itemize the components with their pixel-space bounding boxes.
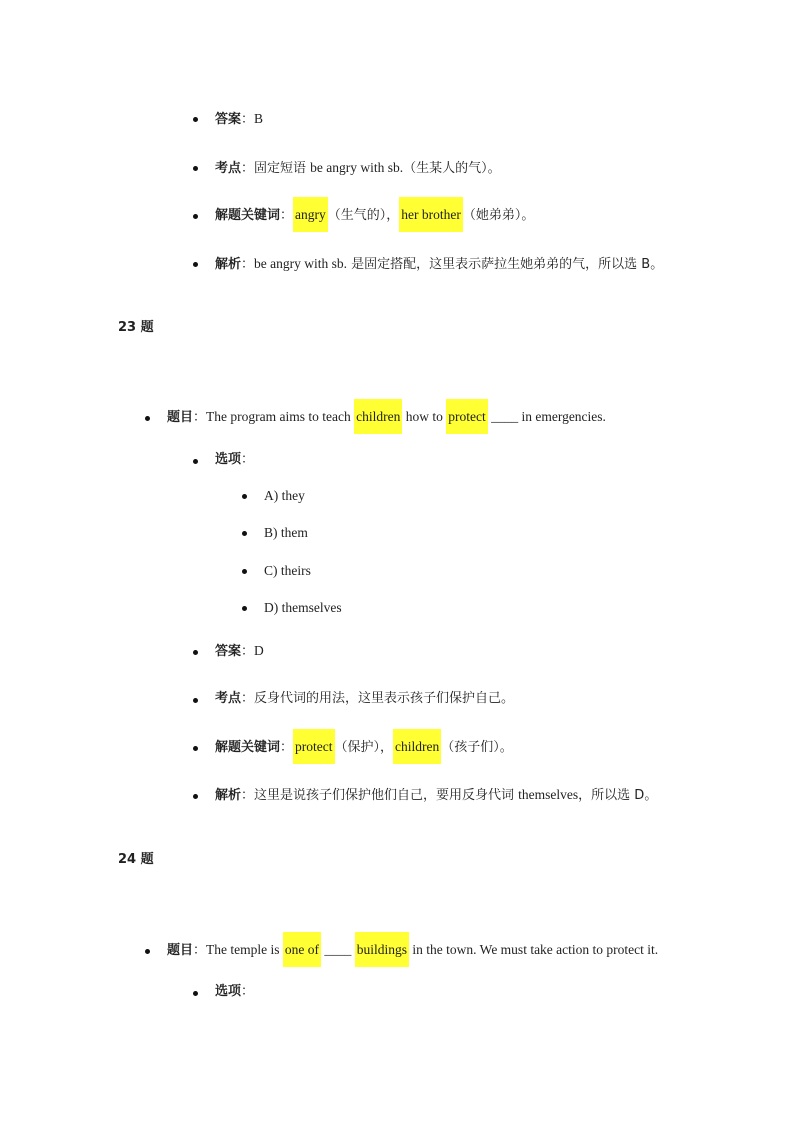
q23-options-label: 选项： [215,452,255,467]
bullet-icon [193,166,198,171]
q23-keywords: 解题关键词： protect （保护）， children （孩子们）。 [215,738,513,757]
q22-point: 考点：固定短语 be angry with sb.（生某人的气）。 [215,160,501,176]
bullet-icon [242,569,247,574]
bullet-icon [242,531,247,536]
q24-options-label: 选项： [215,984,255,999]
highlight-keyword: one of [283,932,321,967]
q23-stem: 题目：The program aims to teach children how to protect ____ in emergencies. [167,408,606,427]
highlight-keyword: buildings [355,932,409,967]
bullet-icon [242,494,247,499]
bullet-icon [193,214,198,219]
q24-stem: 题目：The temple is one of ____ buildings in the town. We must take action to protect it. [167,941,658,960]
question-heading: 23 题 [118,320,154,335]
q22-answer: 答案：B [215,111,264,127]
option-item: B) them [264,525,308,540]
bullet-icon [193,698,198,703]
bullet-icon [145,416,150,421]
q23-analysis: 解析：这里是说孩子们保护他们自己，要用反身代词 themselves，所以选 D。 [215,787,658,803]
bullet-icon [193,794,198,799]
bullet-icon [193,746,198,751]
highlight-keyword: protect [446,399,487,434]
q22-keywords: 解题关键词： angry （生气的）， her brother （她弟弟）。 [215,206,534,225]
bullet-icon [193,459,198,464]
option-item: D) themselves [264,600,342,615]
highlight-keyword: angry [293,197,328,232]
highlight-keyword: her brother [399,197,463,232]
q23-answer: 答案：D [215,643,264,659]
bullet-icon [193,650,198,655]
highlight-keyword: children [393,729,441,764]
question-heading: 24 题 [118,852,154,867]
option-item: C) theirs [264,563,311,578]
highlight-keyword: protect [293,729,334,764]
bullet-icon [193,991,198,996]
option-item: A) they [264,488,305,503]
bullet-icon [193,117,198,122]
q23-point: 考点：反身代词的用法，这里表示孩子们保护自己。 [215,691,515,706]
highlight-keyword: children [354,399,402,434]
bullet-icon [193,262,198,267]
q22-analysis: 解析：be angry with sb. 是固定搭配，这里表示萨拉生她弟弟的气，所以选 B。 [215,256,664,272]
bullet-icon [242,606,247,611]
bullet-icon [145,949,150,954]
